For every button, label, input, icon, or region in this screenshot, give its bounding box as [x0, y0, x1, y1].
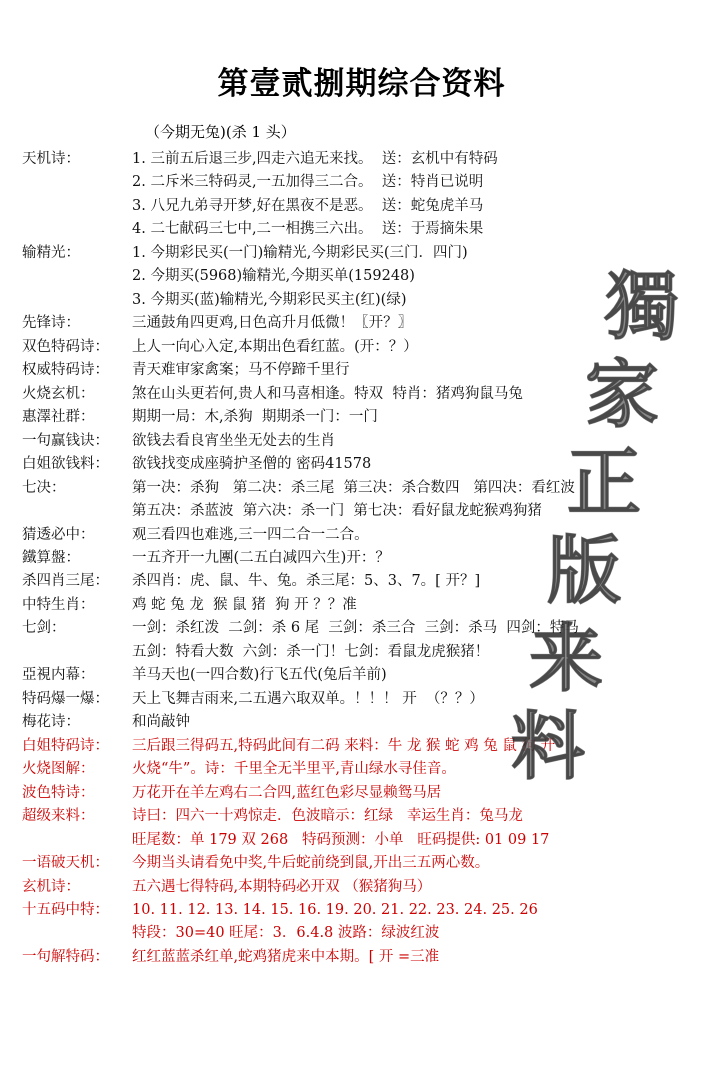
content-row: [22, 829, 713, 851]
row-value: 4. 二七献码三七中,二一相携三六出。 送：于焉摘朱果: [132, 221, 484, 238]
content-row: [22, 805, 713, 827]
row-label: 输精光：: [22, 244, 80, 261]
content-row: [22, 171, 713, 193]
row-label: 波色特诗：: [22, 784, 95, 801]
row-label: 鐵算盤：: [22, 549, 80, 566]
content-row: [22, 758, 713, 780]
row-value: 和尚敲钟: [132, 714, 190, 731]
content-row: [22, 946, 713, 968]
row-value: 期期一局：木,杀狗 期期杀一门：一门: [132, 409, 378, 426]
row-value: 煞在山头更若何,贵人和马喜相逢。特双 特肖：猪鸡狗鼠马兔: [132, 385, 523, 402]
row-label: 七剑：: [22, 620, 66, 637]
row-label: 特码爆一爆：: [22, 690, 109, 707]
content-row: [22, 289, 713, 311]
row-label: 中特生肖：: [22, 596, 95, 613]
watermark-char: 料: [511, 704, 585, 790]
content-row: [22, 570, 713, 592]
row-value: 旺尾数：单 179 双 268 特码预测：小单 旺码提供: 01 09 17: [132, 831, 550, 848]
row-value: 羊马天也(一四合数)行飞五代(兔后羊前): [132, 667, 387, 684]
row-value: 天上飞舞吉雨来,二五遇六取双单。！！！ 开 （？？）: [132, 690, 484, 707]
content-row: [22, 312, 713, 334]
row-label: 猜透必中：: [22, 526, 95, 543]
content-row: [22, 664, 713, 686]
row-value: 2. 今期买(5968)输精光,今期买单(159248): [132, 268, 415, 285]
watermark-char: 来: [529, 616, 603, 702]
row-label: 天机诗：: [22, 151, 80, 167]
content-row: [22, 477, 713, 499]
row-label: 十五码中特：: [22, 902, 109, 918]
row-value: 火烧“牛”。诗：千里全无半里平,青山绿水寻佳音。: [132, 761, 456, 778]
row-value: 杀四肖：虎、鼠、牛、兔。杀三尾：5、3、7。[ 开？]: [132, 573, 481, 590]
row-value: 五剑：特看大数 六剑：杀一门！七剑：看鼠龙虎猴猪！: [132, 643, 490, 660]
row-value: 欲钱找变成座骑护圣僧的 密码41578: [132, 456, 372, 473]
content-row: [22, 852, 713, 874]
row-value: 三后跟三得码五,特码此间有二码 来料：牛 龙 猴 蛇 鸡 兔 鼠 狗 开: [132, 737, 556, 754]
content-row: [22, 453, 713, 475]
row-value: 三通鼓角四更鸡,日色高升月低微！〖开？〗: [132, 315, 413, 332]
row-value: 10. 11. 12. 13. 14. 15. 16. 19. 20. 21. 22. 23. 24. 25. 26: [132, 902, 538, 918]
row-label: 玄机诗：: [22, 878, 80, 895]
content-row: [22, 148, 713, 170]
row-value: 观三看四也难逃,三一四二合一二合。: [132, 526, 369, 543]
content-row: [22, 711, 713, 733]
row-value: 欲钱去看良宵坐坐无处去的生肖: [132, 432, 335, 449]
row-label: 火烧图解：: [22, 761, 95, 778]
content-row: [22, 383, 713, 405]
row-label: 白姐特码诗：: [22, 737, 109, 754]
content-rows: [0, 148, 723, 968]
row-label: 惠澤社群：: [22, 409, 95, 426]
row-label: 一句赢钱诀：: [22, 432, 109, 449]
row-value: 2. 二斥米三特码灵,一五加得三二合。 送：特肖已说明: [132, 174, 484, 191]
row-value: 红红蓝蓝杀红单,蛇鸡猪虎来中本期。[ 开 =三准: [132, 948, 440, 965]
content-row: [22, 641, 713, 663]
row-label: 超级来料：: [22, 808, 95, 825]
content-row: [22, 688, 713, 710]
watermark-char: 正: [567, 440, 641, 526]
document-page: [0, 58, 723, 1082]
row-label: 梅花诗：: [22, 714, 80, 731]
row-value: 诗曰：四六一十鸡惊走．色波暗示：红绿 幸运生肖：兔马龙: [132, 808, 523, 825]
content-row: [22, 899, 713, 921]
row-value: 上人一向心入定,本期出色看红蓝。(开：？）: [132, 338, 418, 355]
content-row: [22, 524, 713, 546]
row-value: 1. 三前五后退三步,四走六追无来找。 送：玄机中有特码: [132, 151, 498, 167]
row-label: 杀四肖三尾：: [22, 573, 109, 590]
row-value: 五六遇七得特码,本期特码必开双 （猴猪狗马）: [132, 878, 432, 895]
row-label: 白姐欲钱料：: [22, 456, 109, 473]
content-row: [22, 500, 713, 522]
row-value: 第五决：杀蓝波 第六决：杀一门 第七决：看好鼠龙蛇猴鸡狗猪: [132, 503, 542, 520]
page-title: 第壹贰捌期综合资料: [217, 66, 506, 102]
row-label: 双色特码诗：: [22, 338, 109, 355]
content-row: [22, 922, 713, 944]
content-row: [22, 617, 713, 639]
content-row: [22, 547, 713, 569]
row-label: 火烧玄机：: [22, 385, 95, 402]
row-value: 一剑：杀红泼 二剑：杀 6 尾 三剑：杀三合 三剑：杀马 四剑：特马: [132, 620, 579, 637]
row-value: 1. 今期彩民买(一门)输精光,今期彩民买(三门．四门): [132, 244, 468, 261]
row-label: 一句解特码：: [22, 948, 109, 965]
row-value: 一五齐开一九團(二五白减四六生)开：？: [132, 549, 390, 566]
row-value: 青天难审家禽案；马不停蹄千里行: [132, 362, 350, 379]
row-label: 权威特码诗：: [22, 362, 109, 379]
content-row: [22, 876, 713, 898]
watermark-char: 家: [585, 352, 659, 438]
row-label: 先锋诗：: [22, 315, 80, 332]
row-label: 亞視内幕：: [22, 667, 95, 684]
content-row: [22, 406, 713, 428]
content-row: [22, 336, 713, 358]
content-row: [22, 782, 713, 804]
row-value: 万花开在羊左鸡右二合四,蓝红色彩尽显赖鸳马居: [132, 784, 442, 801]
subtitle-note: （今期无兔)(杀 1 头）: [145, 123, 296, 141]
row-value: 3. 八兄九弟寻开梦,好在黑夜不是恶。 送：蛇兔虎羊马: [132, 197, 484, 214]
row-value: 特段：30=40 旺尾：3．6.4.8 波路：绿波红波: [132, 925, 440, 942]
watermark-char: 獨: [605, 264, 679, 350]
row-value: 鸡 蛇 兔 龙 猴 鼠 猪 狗 开 ？？准: [132, 596, 357, 613]
content-row: [22, 195, 713, 217]
content-row: [22, 218, 713, 240]
content-row: [22, 594, 713, 616]
row-value: 第一决：杀狗 第二决：杀三尾 第三决：杀合数四 第四决：看红波: [132, 479, 575, 496]
watermark-char: 版: [547, 528, 621, 614]
content-row: [22, 735, 713, 757]
content-row: [22, 265, 713, 287]
row-value: 今期当头请看免中奖,牛后蛇前绕到鼠,开出三五两心数。: [132, 855, 490, 872]
content-row: [22, 242, 713, 264]
row-value: 3. 今期买(蓝)输精光,今期彩民买主(红)(绿): [132, 291, 407, 308]
content-row: [22, 430, 713, 452]
row-label: 一语破天机：: [22, 855, 109, 872]
content-row: [22, 359, 713, 381]
row-label: 七决：: [22, 479, 66, 496]
